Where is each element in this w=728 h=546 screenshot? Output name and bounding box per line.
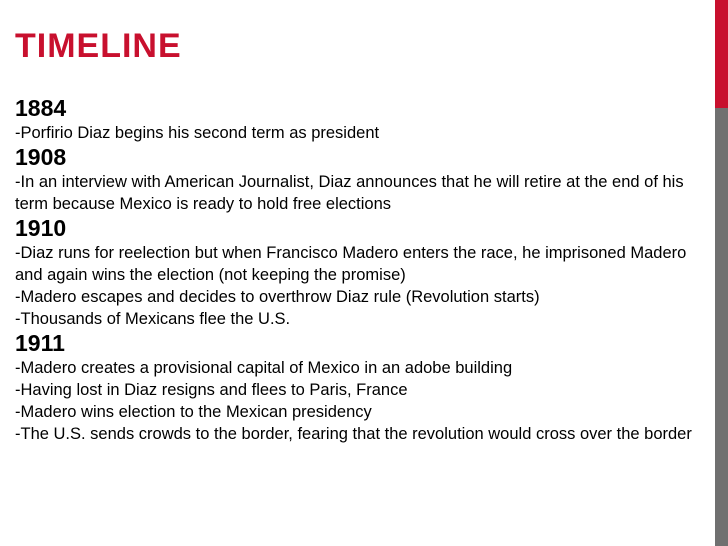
timeline-section-1911: [15, 330, 710, 445]
timeline-event: -Diaz runs for reelection but when Francisco Madero enters the race, he imprisoned Madero and again wins the election (not keeping the promise): [15, 244, 687, 284]
timeline-year: 1911: [15, 330, 65, 356]
accent-bar-top: [715, 0, 728, 108]
timeline-event: -Madero wins election to the Mexican presidency: [15, 403, 372, 421]
timeline-content: [15, 95, 710, 445]
timeline-section-1910: [15, 215, 710, 330]
timeline-section-1884: [15, 95, 710, 144]
timeline-event: -Madero creates a provisional capital of Mexico in an adobe building: [15, 359, 513, 377]
timeline-year: 1910: [15, 215, 67, 241]
timeline-event: -The U.S. sends crowds to the border, fearing that the revolution would cross over the border: [15, 425, 692, 443]
timeline-section-1908: [15, 144, 710, 215]
timeline-event: -Porfirio Diaz begins his second term as president: [15, 124, 380, 142]
timeline-event: -Thousands of Mexicans flee the U.S.: [15, 310, 291, 328]
timeline-year: 1908: [15, 144, 67, 170]
accent-bar-bottom: [715, 108, 728, 546]
slide-title: TIMELINE: [15, 27, 182, 65]
timeline-year: 1884: [15, 95, 67, 121]
timeline-event: -In an interview with American Journalist, Diaz announces that he will retire at the end of his term because Mexico is ready to hold free elections: [15, 173, 684, 213]
timeline-event: -Having lost in Diaz resigns and flees to Paris, France: [15, 381, 408, 399]
timeline-event: -Madero escapes and decides to overthrow Diaz rule (Revolution starts): [15, 288, 540, 306]
